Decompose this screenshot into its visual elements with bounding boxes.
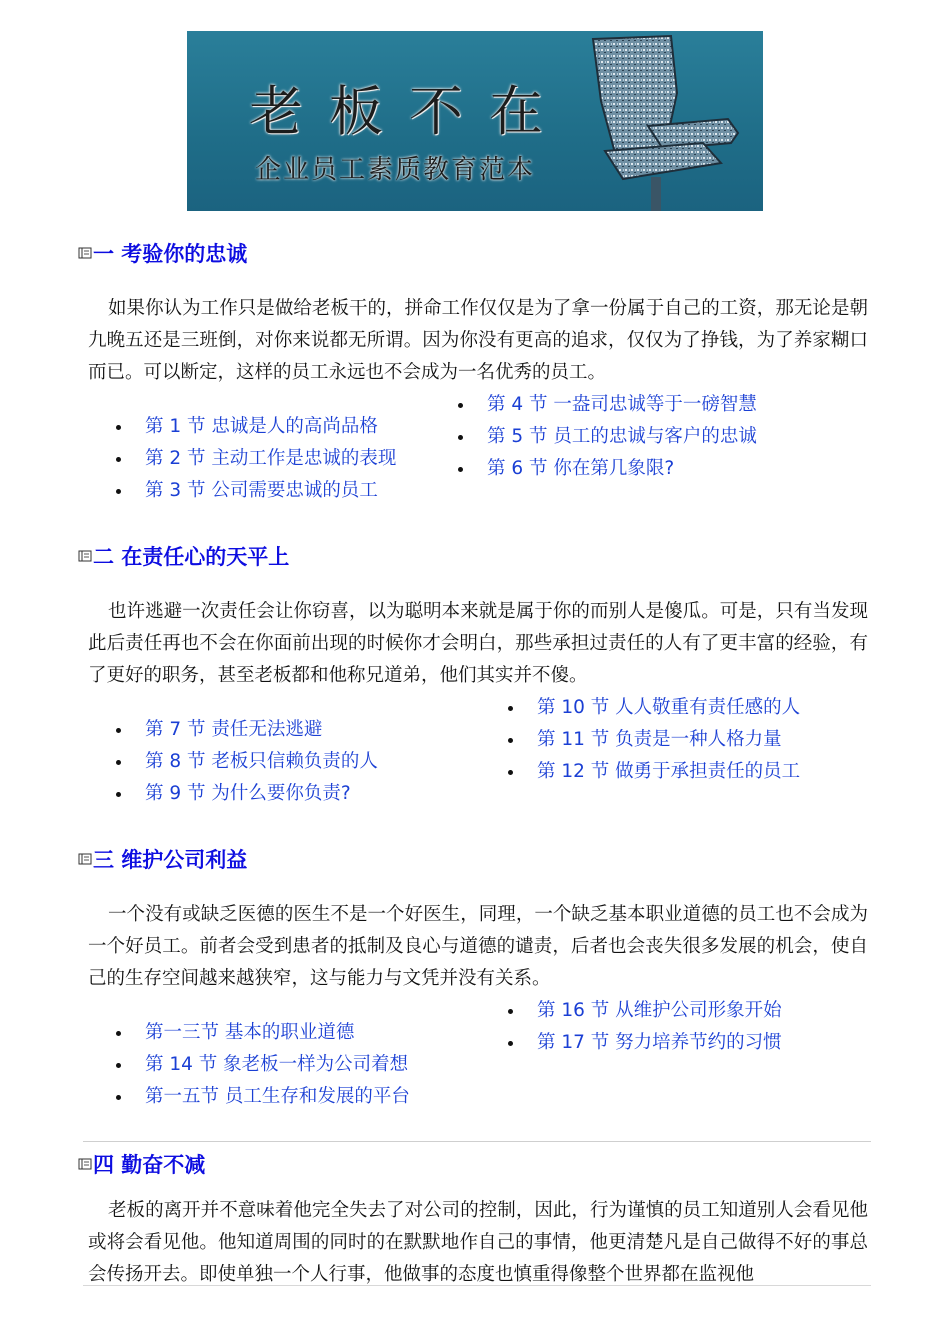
chapter-link[interactable]: 第一三节 基本的职业道德 — [116, 1017, 410, 1049]
chapter-list-left — [116, 411, 396, 507]
chapter-link[interactable]: 第 9 节 为什么要你负责? — [116, 778, 378, 810]
chapter-link[interactable]: 第 10 节 人人敬重有责任感的人 — [508, 692, 800, 724]
page-bottom-rule — [83, 1285, 871, 1286]
book-icon — [78, 1157, 92, 1171]
section-paragraph: 一个没有或缺乏医德的医生不是一个好医生，同理，一个缺乏基本职业道德的员工也不会成为一个好员工。前者会受到患者的抵制及良心与道德的谴责，后者也会丧失很多发展的机会，使自己的生存空间越来越狭窄，这与能力与文凭并没有关系。 — [88, 904, 868, 989]
chapter-link[interactable]: 第 16 节 从维护公司形象开始 — [508, 995, 782, 1027]
chapter-link[interactable]: 第 2 节 主动工作是忠诚的表现 — [116, 443, 396, 475]
chapter-list-right — [508, 692, 800, 788]
chapter-link[interactable]: 第 6 节 你在第几象限? — [458, 453, 757, 485]
section-diligence — [78, 1151, 873, 1291]
section-heading — [78, 240, 873, 266]
chapter-link[interactable]: 第 8 节 老板只信赖负责的人 — [116, 746, 378, 778]
chapter-link[interactable]: 第 5 节 员工的忠诚与客户的忠诚 — [458, 421, 757, 453]
chapter-link[interactable]: 第 3 节 公司需要忠诚的员工 — [116, 475, 396, 507]
section-title: 四 勤奋不减 — [93, 1153, 206, 1177]
book-icon — [78, 549, 92, 563]
section-title: 一 考验你的忠诚 — [93, 242, 248, 266]
chapter-link[interactable]: 第 12 节 做勇于承担责任的员工 — [508, 756, 800, 788]
banner-title: 老板不在 — [249, 80, 569, 143]
section-title: 二 在责任心的天平上 — [93, 545, 290, 569]
chapter-link[interactable]: 第 7 节 责任无法逃避 — [116, 714, 378, 746]
chapter-link[interactable]: 第一五节 员工生存和发展的平台 — [116, 1081, 410, 1113]
chapter-list-right — [508, 995, 782, 1059]
section-heading — [78, 846, 873, 872]
section-responsibility — [78, 543, 873, 822]
chapter-link[interactable]: 第 17 节 努力培养节约的习惯 — [508, 1027, 782, 1059]
section-company-interest — [78, 846, 873, 1125]
book-icon — [78, 246, 92, 260]
book-icon — [78, 852, 92, 866]
banner-image — [187, 31, 763, 211]
section-heading — [78, 1151, 873, 1177]
chapter-list-right — [458, 389, 757, 485]
chapter-link[interactable]: 第 4 节 一盎司忠诚等于一磅智慧 — [458, 389, 757, 421]
divider — [83, 1141, 871, 1142]
section-paragraph: 也许逃避一次责任会让你窃喜，以为聪明本来就是属于你的而别人是傻瓜。可是，只有当发现此后责任再也不会在你面前出现的时候你才会明白，那些承担过责任的人有了更丰富的经验，有了更好的职务，甚至老板都和他称兄道弟，他们其实并不傻。 — [88, 601, 868, 686]
chapter-list-left — [116, 1017, 410, 1113]
banner-subtitle: 企业员工素质教育范本 — [255, 155, 536, 185]
section-loyalty — [78, 240, 873, 519]
chapter-link[interactable]: 第 1 节 忠诚是人的高尚品格 — [116, 411, 396, 443]
chapter-link[interactable]: 第 14 节 象老板一样为公司着想 — [116, 1049, 410, 1081]
office-chair-illustration — [553, 31, 763, 211]
chapter-link[interactable]: 第 11 节 负责是一种人格力量 — [508, 724, 800, 756]
section-paragraph: 如果你认为工作只是做给老板干的，拼命工作仅仅是为了拿一份属于自己的工资，那无论是朝九晚五还是三班倒，对你来说都无所谓。因为你没有更高的追求，仅仅为了挣钱，为了养家糊口而已。可以断定，这样的员工永远也不会成为一名优秀的员工。 — [88, 298, 868, 383]
section-paragraph: 老板的离开并不意味着他完全失去了对公司的控制，因此，行为谨慎的员工知道别人会看见他或将会看见他。他知道周围的同时的在默默地作自己的事情，他更清楚凡是自己做得不好的事总会传扬开去。即使单独一个人行事，他做事的态度也慎重得像整个世界都在监视他 — [88, 1200, 868, 1285]
section-title: 三 维护公司利益 — [93, 848, 248, 872]
chapter-list-left — [116, 714, 378, 810]
section-heading — [78, 543, 873, 569]
